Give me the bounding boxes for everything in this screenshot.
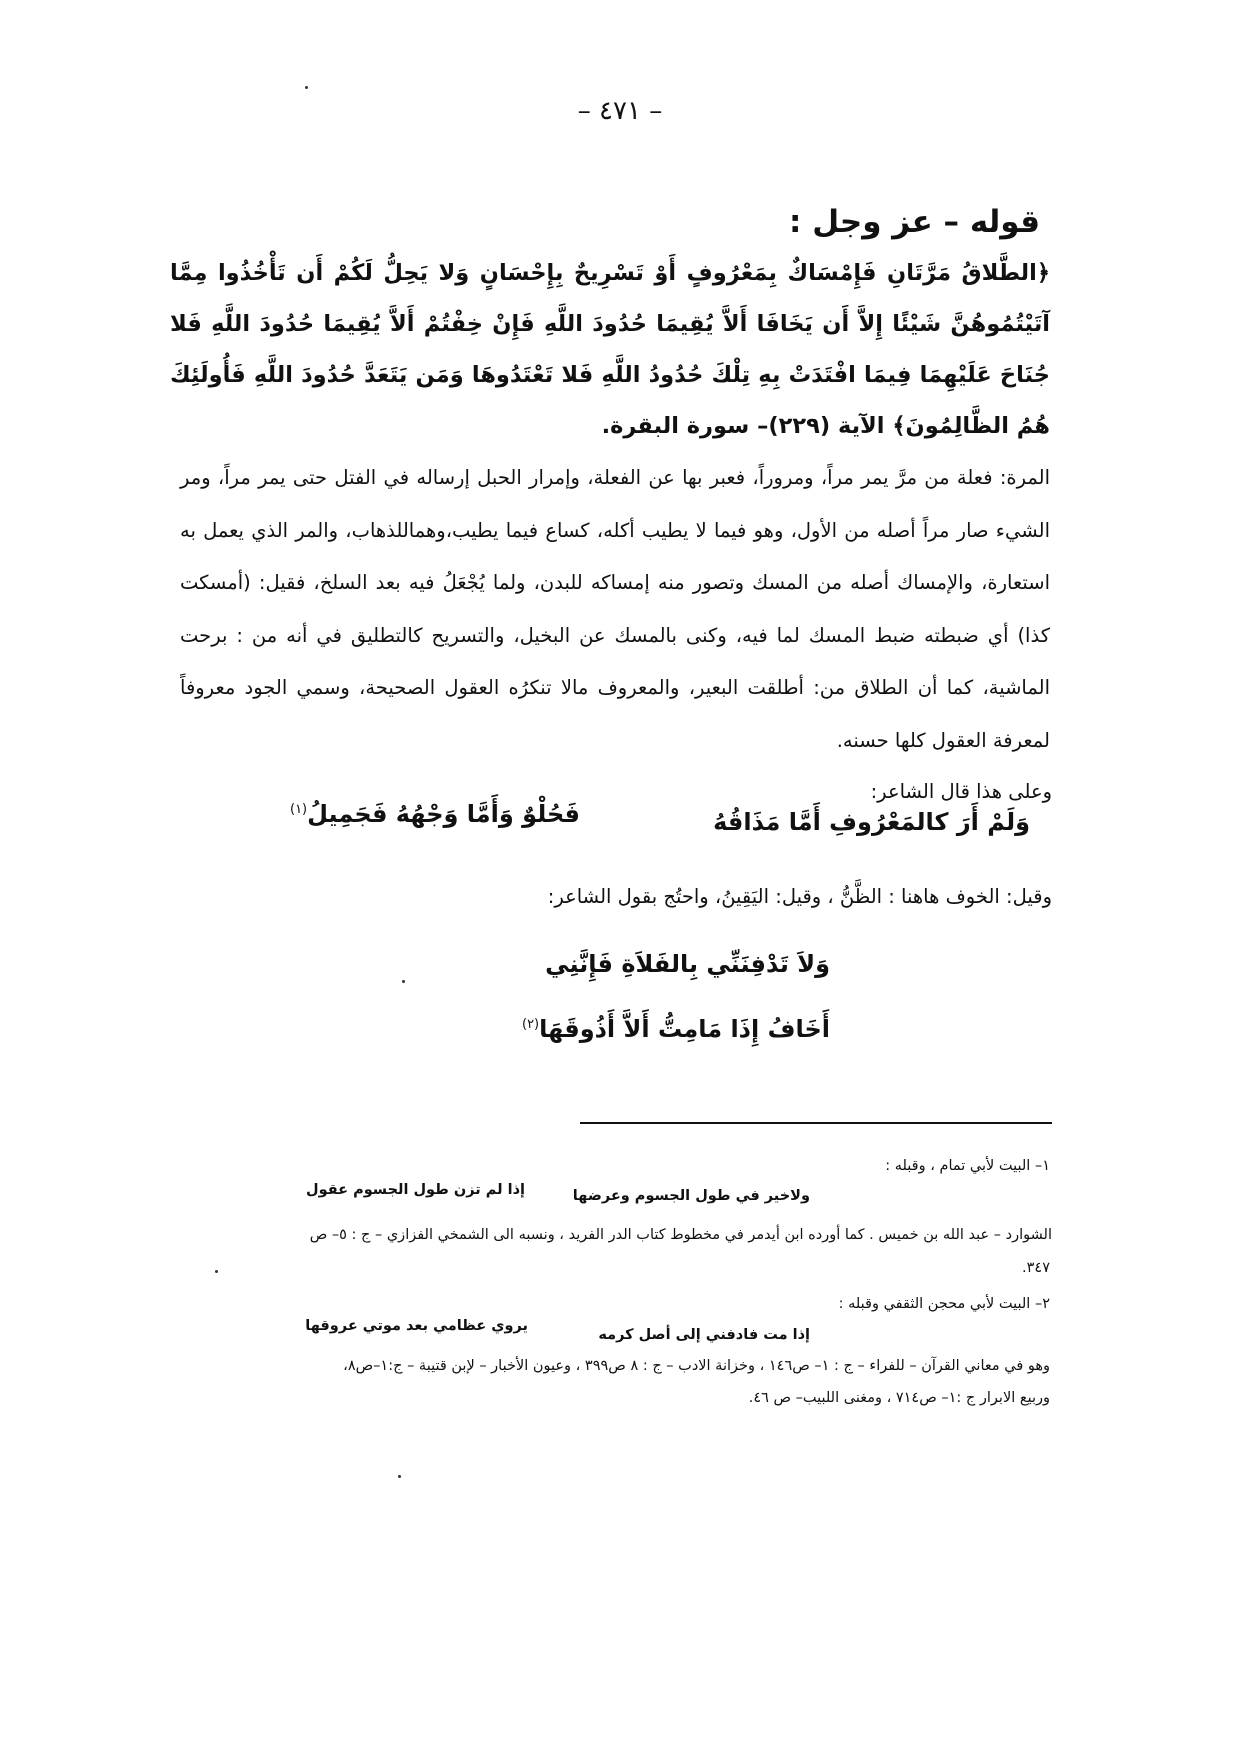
fear-definition: وقيل: الخوف هاهنا : الظَّنُّ ، وقيل: اليَقِينُ، واحتُج بقول الشاعر: (547, 885, 1052, 908)
poem2-line1: وَلاَ تَدْفِنَنِّي بِالفَلاَةِ فَإِنَّنِي (545, 950, 830, 978)
footnote-1-verse-left: إذا لم تزن طول الجسوم عقول (306, 1182, 525, 1198)
footnote-1-source-cont: ٣٤٧. (1022, 1260, 1050, 1276)
footnote-1-verse-right: ولاخير في طول الجسوم وعرضها (572, 1188, 810, 1204)
verse-open-bracket: ﴿ (1036, 260, 1050, 286)
page-number: – ٤٧١ – (577, 96, 663, 126)
quran-verse (170, 248, 1050, 452)
section-heading: قوله – عز وجل : (789, 204, 1040, 240)
body-paragraph: المرة: فعلة من مرَّ يمر مراً، ومروراً، فعبر بها عن الفعلة، وإمرار الحبل إرساله في الفتل حتى يمر مراً، ومر الشيء صار مراً أصله من الأول، وهو فيما لا يطيب أكله، كساع فيما يطيب،وهماللذهاب، والمر الذي يعمل به استعارة، والإمساك أصله من المسك وتصور منه إمساكه للبدن، ولما يُجْعَلُ فيه بعد السلخ، فقيل: (أمسكت كذا) أي ضبطته ضبط المسك لما فيه، وكنى بالمسك عن البخيل، والتسريح كالتطليق في أنه من : برحت الماشية، كما أن الطلاق من: أطلقت البعير، والمعروف مالا تنكرُه العقول الصحيحة، وسمي الجود معروفاً لمعرفة العقول كلها حسنه. (180, 466, 1050, 752)
verse-text: الطَّلاقُ مَرَّتَانِ فَإِمْسَاكٌ بِمَعْرُوفٍ أَوْ تَسْرِيحٌ بِإِحْسَانٍ وَلا يَحِلُّ لَكُمْ أَن تَأْخُذُوا مِمَّا آتَيْتُمُوهُنَّ شَيْئًا إِلاَّ أَن يَخَافَا أَلاَّ يُقِيمَا حُدُودَ اللَّهِ فَإِنْ خِفْتُمْ أَلاَّ يُقِيمَا حُدُودَ اللَّهِ فَلا جُنَاحَ عَلَيْهِمَا فِيمَا افْتَدَتْ بِهِ تِلْكَ حُدُودُ اللَّهِ فَلا تَعْتَدُوهَا وَمَن يَتَعَدَّ حُدُودَ اللَّهِ فَأُولَئِكَ هُمُ الظَّالِمُونَ (170, 260, 1050, 439)
footnote-2-verse-left: يروي عظامي بعد موتي عروقها (305, 1318, 528, 1334)
footnote-2-verse-right: إذا مت فادفني إلى أصل كرمه (598, 1327, 810, 1343)
scan-speck (215, 1270, 218, 1273)
footnote-2-intro: ٢– البيت لأبي محجن الثقفي وقبله : (838, 1296, 1050, 1312)
poem1-right-hemistich: وَلَمْ أَرَ كالمَعْرُوفِ أَمَّا مَذَاقُهُ (713, 808, 1030, 836)
scan-speck (402, 980, 405, 983)
footnote-mark-1: (١) (289, 802, 308, 817)
poem1-left-text: فَحُلْوٌ وَأَمَّا وَجْهُهُ فَجَمِيلُ (307, 800, 580, 828)
scan-speck (398, 1475, 401, 1478)
verse-close-bracket: ﴾ (892, 413, 906, 439)
poet-intro: وعلى هذا قال الشاعر: (870, 780, 1052, 803)
footnote-2-source: وهو في معاني القرآن – للفراء – ج : ١– ص١٤٦ ، وخزانة الادب – ج : ٨ ص٣٩٩ ، وعيون الأخبار – لإبن قتيبة – ج:١–ص٨، (343, 1358, 1050, 1374)
poem2-line2 (522, 1015, 830, 1043)
poem1-left-hemistich (290, 800, 580, 828)
footnote-divider (580, 1122, 1052, 1124)
footnote-mark-2: (٢) (521, 1017, 540, 1032)
footnote-1-intro: ١– البيت لأبي تمام ، وقبله : (885, 1158, 1050, 1174)
scan-speck (305, 86, 308, 89)
footnote-2-source-cont: وربيع الابرار ج :١– ص٧١٤ ، ومغنى اللبيب– ص ٤٦. (748, 1390, 1050, 1406)
poem2-line2-text: أَخَافُ إِذَا مَامِتُّ أَلاَّ أَذُوقَهَا (539, 1015, 830, 1043)
footnote-1-source: الشوارد – عبد الله بن خميس . كما أورده ابن أيدمر في مخطوط كتاب الدر الفريد ، ونسبه الى الشمخي الفزازي – ج : ٥– ص (309, 1227, 1052, 1243)
verse-reference: الآية (٢٢٩)– سورة البقرة. (601, 413, 885, 439)
